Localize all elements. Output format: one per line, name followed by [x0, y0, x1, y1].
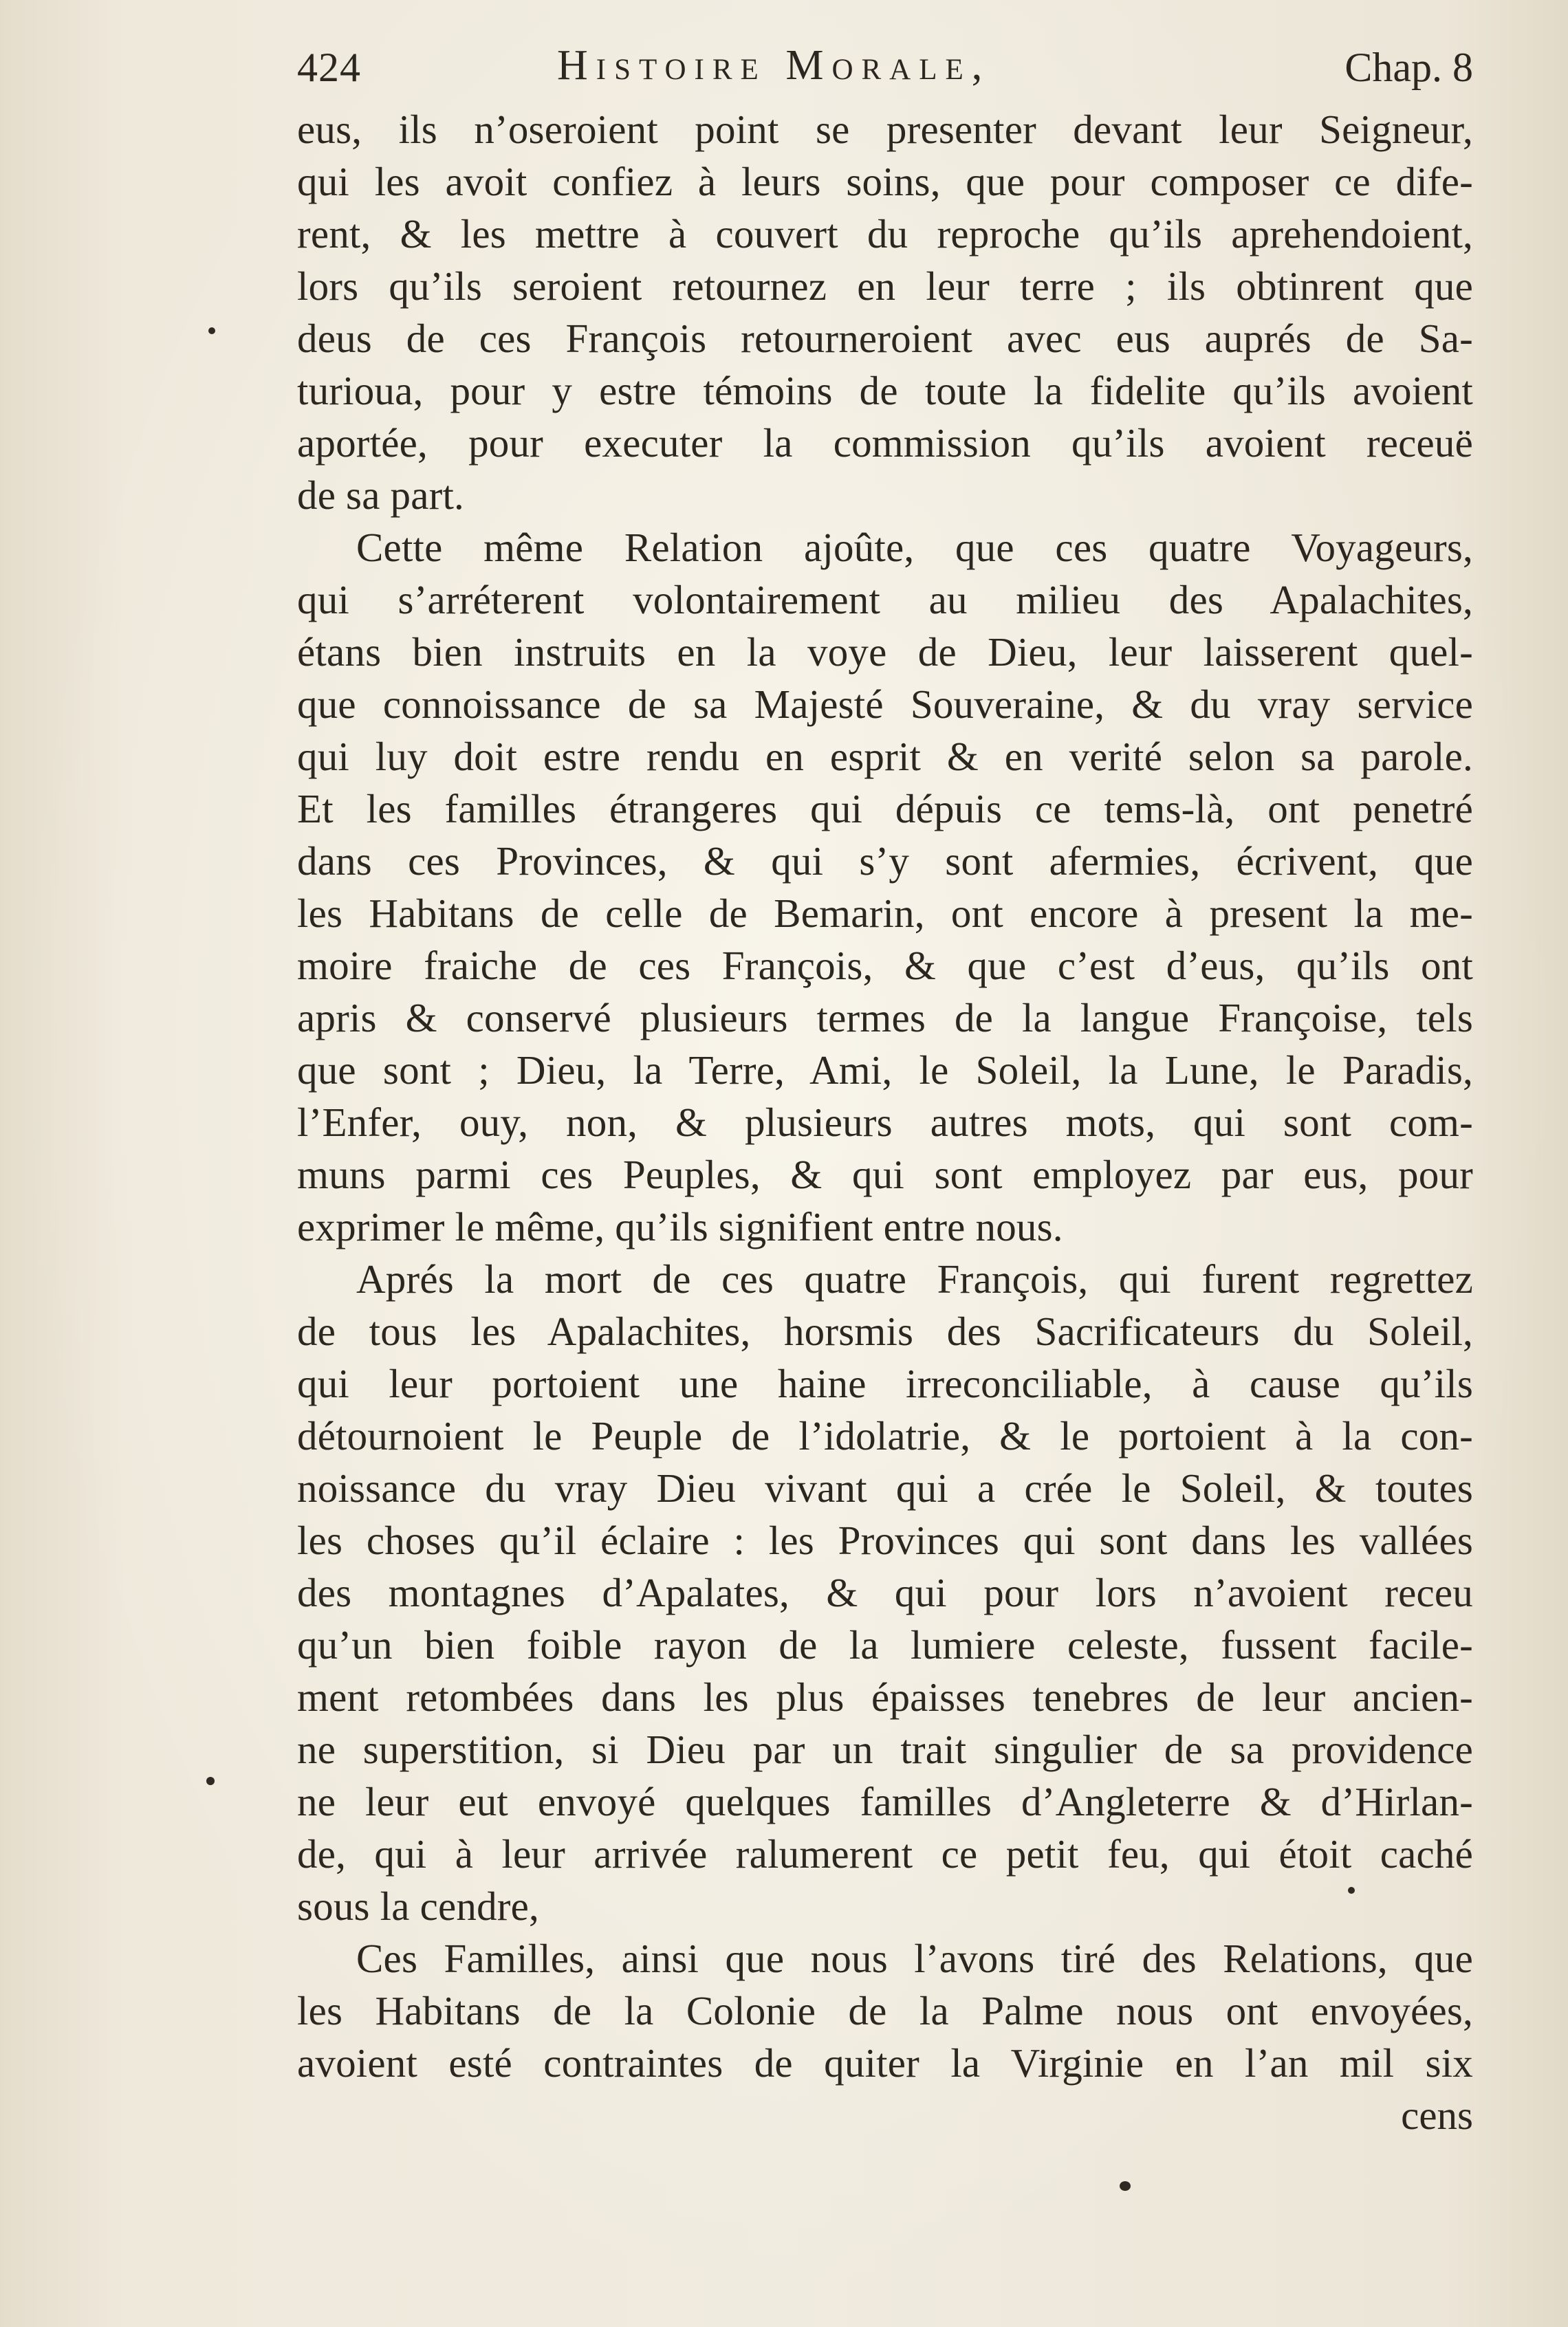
text-line: qui luy doit estre rendu en esprit & en verité selon sa parole.	[297, 734, 1473, 779]
text-line: de tous les Apalachites, horsmis des Sacrificateurs du Soleil,	[297, 1309, 1473, 1354]
text-line: des montagnes d’Apalates, & qui pour lors n’avoient receu	[297, 1570, 1473, 1615]
catchword: cens	[1401, 2093, 1473, 2138]
page-header	[297, 39, 1473, 100]
text-line: l’Enfer, ouy, non, & plusieurs autres mots, qui sont com-	[297, 1100, 1473, 1145]
text-line: sous la cendre,	[297, 1883, 539, 1929]
text-line: Et les familles étrangeres qui dépuis ce tems-là, ont penetré	[297, 786, 1473, 831]
text-line: avoient esté contraintes de quiter la Virginie en l’an mil six	[297, 2040, 1473, 2086]
text-line: les Habitans de celle de Bemarin, ont encore à present la me-	[297, 891, 1473, 936]
running-title: Histoire Morale,	[557, 42, 991, 89]
text-line: moire fraiche de ces François, & que c’est d’eus, qu’ils ont	[297, 943, 1473, 988]
text-line: lors qu’ils seroient retournez en leur terre ; ils obtinrent que	[297, 263, 1473, 309]
text-line: de sa part.	[297, 472, 465, 518]
text-line: qui s’arréterent volontairement au milieu des Apalachites,	[297, 577, 1473, 622]
ink-speck	[1120, 2181, 1131, 2191]
text-line: aportée, pour executer la commission qu’ils avoient receuë	[297, 420, 1473, 466]
ink-speck	[1348, 1887, 1355, 1894]
text-line: noissance du vray Dieu vivant qui a crée le Soleil, & toutes	[297, 1465, 1473, 1511]
text-line: eus, ils n’oseroient point se presenter devant leur Seigneur,	[297, 107, 1473, 152]
text-line: détournoient le Peuple de l’idolatrie, & le portoient à la con-	[297, 1413, 1473, 1459]
text-line: étans bien instruits en la voye de Dieu, leur laisserent quel-	[297, 629, 1473, 675]
text-line: deus de ces François retourneroient avec eus auprés de Sa-	[297, 316, 1473, 361]
text-line: qu’un bien foible rayon de la lumiere celeste, fussent facile-	[297, 1622, 1473, 1668]
body-text	[297, 103, 1473, 2141]
text-line: Cette même Relation ajoûte, que ces quatre Voyageurs,	[356, 525, 1473, 570]
text-line: turioua, pour y estre témoins de toute la fidelite qu’ils avoient	[297, 368, 1473, 413]
text-line: muns parmi ces Peuples, & qui sont employez par eus, pour	[297, 1152, 1473, 1197]
text-line: les choses qu’il éclaire : les Provinces qui sont dans les vallées	[297, 1518, 1473, 1563]
text-line: rent, & les mettre à couvert du reproche qu’ils aprehendoient,	[297, 211, 1473, 256]
text-line: que sont ; Dieu, la Terre, Ami, le Soleil, la Lune, le Paradis,	[297, 1047, 1473, 1093]
text-line: ment retombées dans les plus épaisses tenebres de leur ancien-	[297, 1674, 1473, 1720]
text-line: ne leur eut envoyé quelques familles d’Angleterre & d’Hirlan-	[297, 1779, 1473, 1824]
text-line: qui les avoit confiez à leurs soins, que pour composer ce dife-	[297, 159, 1473, 204]
chapter-label: Chap. 8	[1344, 45, 1473, 90]
text-line: que connoissance de sa Majesté Souveraine, & du vray service	[297, 681, 1473, 727]
text-line: exprimer le même, qu’ils signifient entre nous.	[297, 1204, 1063, 1249]
text-line: dans ces Provinces, & qui s’y sont afermies, écrivent, que	[297, 838, 1473, 884]
text-line: Ces Familles, ainsi que nous l’avons tiré des Relations, que	[356, 1936, 1473, 1981]
page-number: 424	[297, 45, 361, 90]
text-line: qui leur portoient une haine irreconciliable, à cause qu’ils	[297, 1361, 1473, 1406]
text-line: apris & conservé plusieurs termes de la langue Françoise, tels	[297, 995, 1473, 1040]
text-line: les Habitans de la Colonie de la Palme nous ont envoyées,	[297, 1988, 1473, 2033]
ink-speck	[208, 327, 215, 334]
text-line: Aprés la mort de ces quatre François, qui furent regrettez	[356, 1256, 1473, 1302]
ink-speck	[206, 1777, 215, 1785]
text-line: de, qui à leur arrivée ralumerent ce petit feu, qui étoit caché	[297, 1831, 1473, 1877]
text-line: ne superstition, si Dieu par un trait singulier de sa providence	[297, 1727, 1473, 1772]
